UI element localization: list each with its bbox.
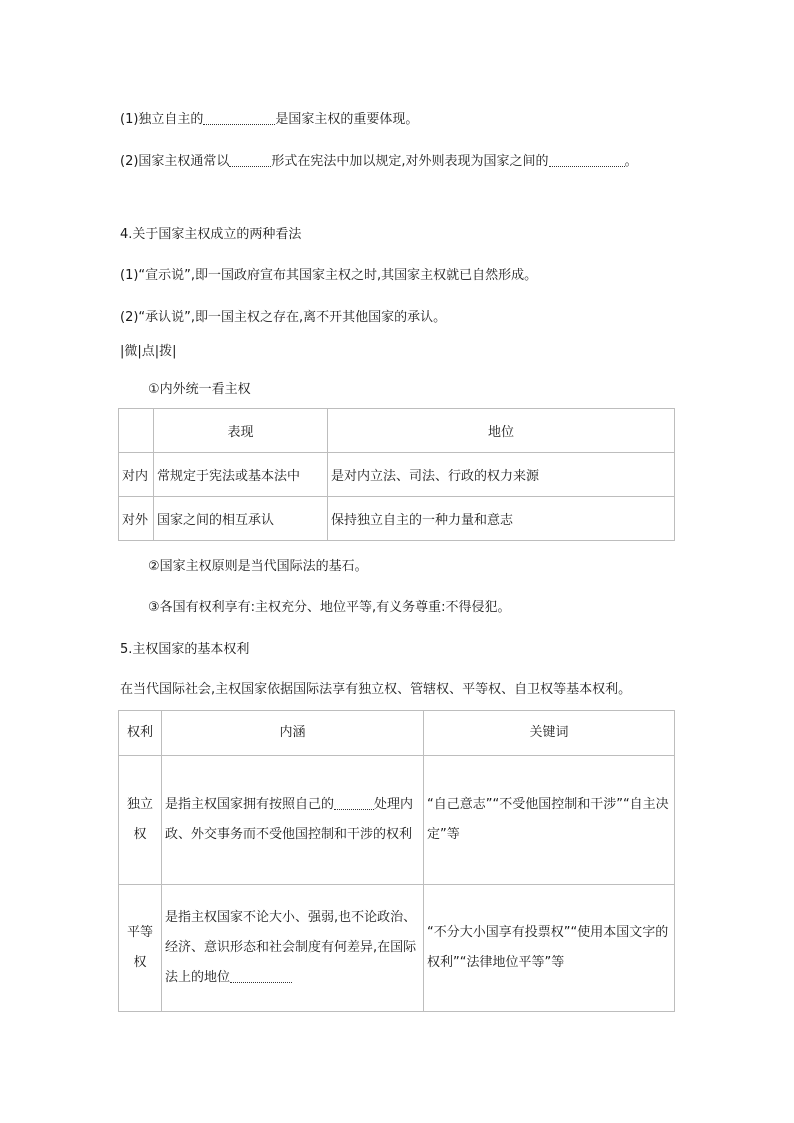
item3-line1 (120, 110, 418, 129)
item3-line2-middle: 形式在宪法中加以规定,对外则表现为国家之间的 (271, 154, 549, 169)
item3-line2-prefix: (2)国家主权通常以 (120, 154, 230, 169)
right-meaning (162, 885, 424, 1012)
table-row (119, 885, 675, 1012)
right-meaning (162, 756, 424, 885)
fill-blank (334, 795, 374, 810)
table-cell: 保持独立自主的一种力量和意志 (328, 497, 675, 541)
right-keywords: “不分大小国享有投票权”“使用本国文字的权利”“法律地位平等”等 (424, 885, 675, 1012)
table-header-cell (119, 409, 154, 453)
item4-line2: (2)“承认说”,即一国主权之存在,离不开其他国家的承认。 (120, 310, 447, 325)
tip-point1: ①内外统一看主权 (148, 382, 251, 397)
tip-point3: ③各国有权利享有:主权充分、地位平等,有义务尊重:不得侵犯。 (148, 600, 511, 615)
table-header-cell: 地位 (328, 409, 675, 453)
table-header-cell: 权利 (119, 711, 162, 756)
table-cell: 常规定于宪法或基本法中 (154, 453, 328, 497)
fill-blank (229, 152, 271, 167)
right-name: 平等权 (119, 885, 162, 1012)
sovereignty-table (118, 408, 675, 541)
item3-line1-prefix: (1)独立自主的 (120, 112, 204, 127)
table-header-cell: 表现 (154, 409, 328, 453)
tip-point2: ②国家主权原则是当代国际法的基石。 (148, 559, 368, 574)
right-name: 独立权 (119, 756, 162, 885)
fill-blank (203, 110, 275, 125)
table-row (119, 756, 675, 885)
table-header-row (119, 711, 675, 756)
meaning-text: 是指主权国家拥有按照自己的 (165, 797, 335, 812)
table-row (119, 453, 675, 497)
table-cell: 对内 (119, 453, 154, 497)
item3-line1-suffix: 是国家主权的重要体现。 (275, 112, 419, 127)
fill-blank (230, 968, 292, 983)
table-header-cell: 关键词 (424, 711, 675, 756)
table-header-row (119, 409, 675, 453)
item5-intro: 在当代国际社会,主权国家依据国际法享有独立权、管辖权、平等权、自卫权等基本权利。 (120, 682, 632, 697)
table-cell: 国家之间的相互承认 (154, 497, 328, 541)
item4-line1: (1)“宣示说”,即一国政府宣布其国家主权之时,其国家主权就已自然形成。 (120, 268, 538, 283)
table-cell: 对外 (119, 497, 154, 541)
meaning-text: 是指主权国家不论大小、强弱,也不论政治、经济、意识形态和社会制度有何差异,在国际法上的地位 (165, 910, 417, 985)
item4-heading: 4.关于国家主权成立的两种看法 (120, 227, 302, 242)
item3-line2-suffix: 。 (624, 154, 638, 169)
table-row (119, 497, 675, 541)
item3-line2 (120, 152, 638, 171)
table-cell: 是对内立法、司法、行政的权力来源 (328, 453, 675, 497)
right-keywords: “自己意志”“不受他国控制和干涉”“自主决定”等 (424, 756, 675, 885)
table-header-cell: 内涵 (162, 711, 424, 756)
rights-table (118, 710, 675, 1012)
fill-blank (549, 152, 625, 167)
tip-label: |微|点|拨| (120, 344, 177, 359)
meaning-text: 处理内政、外交事务而不受他国控制和干涉的权利 (165, 797, 414, 842)
item5-heading: 5.主权国家的基本权利 (120, 642, 250, 657)
